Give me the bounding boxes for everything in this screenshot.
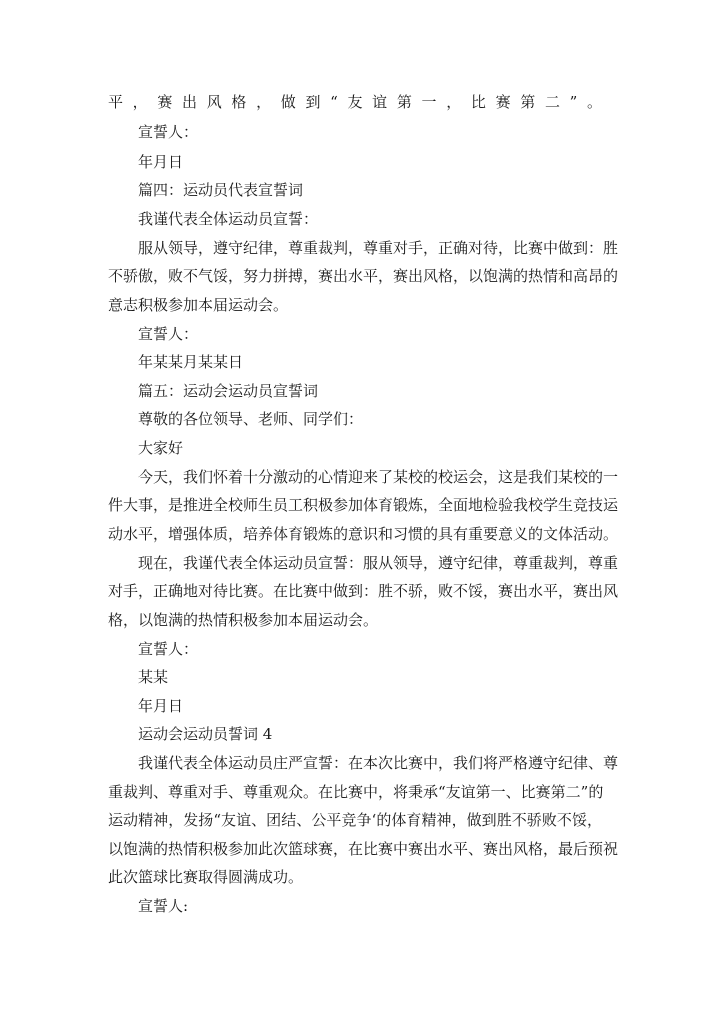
section-heading: 运动会运动员誓词 4: [138, 725, 273, 743]
oath-person-label: 宣誓人：: [138, 640, 199, 658]
paragraph-line: 运动精神，发扬“友谊、团结、公平竞争‘的体育精神，做到胜不骄败不馁，: [108, 811, 602, 829]
paragraph-line: 我谨代表全体运动员宣誓：: [138, 210, 319, 228]
paragraph-line: 今天，我们怀着十分激动的心情迎来了某校的校运会，这是我们某校的一: [138, 468, 619, 486]
date-label: 年月日: [138, 697, 184, 715]
paragraph-line: 对手，正确地对待比赛。在比赛中做到：胜不骄，败不馁，赛出水平，赛出风: [108, 582, 619, 600]
oath-person-label: 宣誓人：: [138, 325, 199, 343]
paragraph-line: 大家好: [138, 439, 184, 457]
oath-person-label: 宣誓人：: [138, 123, 199, 141]
signer-name: 某某: [138, 668, 169, 686]
section-heading: 篇五：运动会运动员宣誓词: [138, 382, 319, 400]
date-label: 年月日: [138, 153, 184, 171]
paragraph-line: 尊敬的各位领导、老师、同学们：: [138, 410, 364, 428]
paragraph-line: 服从领导，遵守纪律，尊重裁判，尊重对手，正确对待，比赛中做到：胜: [138, 239, 619, 257]
paragraph-line: 不骄傲，败不气馁，努力拼搏，赛出水平，赛出风格，以饱满的热情和高昂的: [108, 267, 619, 285]
paragraph-line: 意志积极参加本届运动会。: [108, 296, 289, 314]
section-heading: 篇四：运动员代表宣誓词: [138, 181, 304, 199]
paragraph-line: 平，赛出风格，做到“友谊第一，比赛第二”。: [108, 93, 602, 111]
paragraph-line: 我谨代表全体运动员庄严宣誓：在本次比赛中，我们将严格遵守纪律、尊: [138, 754, 619, 772]
paragraph-line: 此次篮球比赛取得圆满成功。: [108, 868, 304, 886]
paragraph-line: 现在，我谨代表全体运动员宣誓：服从领导，遵守纪律，尊重裁判，尊重: [138, 554, 619, 572]
paragraph-line: 动水平，增强体质，培养体育锻炼的意识和习惯的具有重要意义的文体活动。: [108, 525, 619, 543]
paragraph-line: 重裁判、尊重对手、尊重观众。在比赛中，将秉承“友谊第一、比赛第二”的: [108, 783, 604, 801]
paragraph-line: 以饱满的热情积极参加此次篮球赛，在比赛中赛出水平、赛出风格，最后预祝: [108, 840, 619, 858]
paragraph-line: 件大事，是推进全校师生员工积极参加体育锻炼，全面地检验我校学生竞技运: [108, 496, 619, 514]
date-label: 年某某月某某日: [138, 353, 244, 371]
paragraph-line: 格，以饱满的热情积极参加本届运动会。: [108, 611, 379, 629]
oath-person-label: 宣誓人:: [138, 897, 189, 915]
